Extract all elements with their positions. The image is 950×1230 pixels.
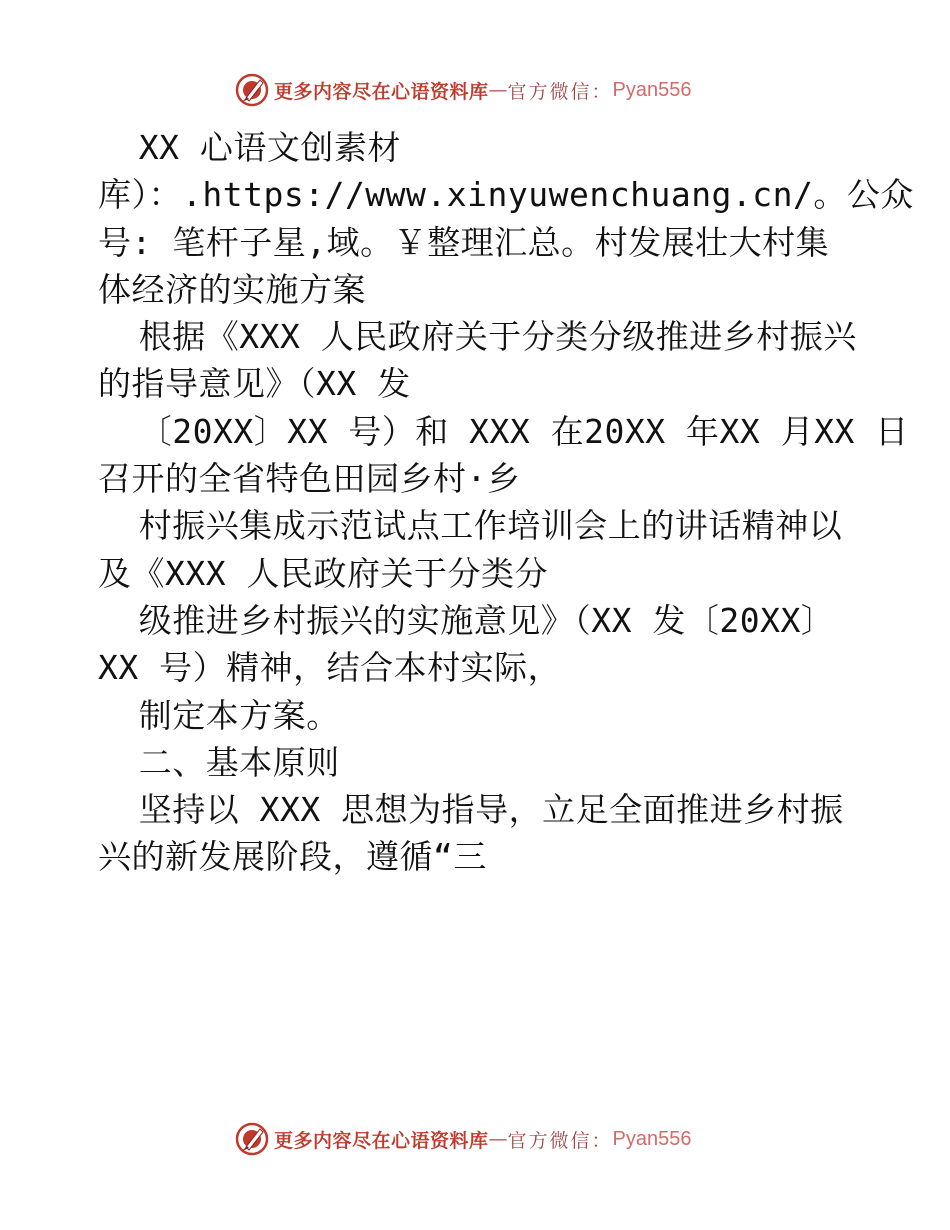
text-line: 〔20XX〕XX 号）和 XXX 在20XX 年XX 月XX 日 [98,411,909,451]
banner-wechat-label: 官方微信： [507,80,613,103]
text-line: XX 心语文创素材 [98,128,401,167]
header-watermark-banner [234,72,692,108]
banner-wechat-label: 官方微信： [507,1129,613,1152]
text-line: 根据《XXX 人民政府关于分类分级推进乡村振兴 [98,317,857,357]
text-line: 的指导意见》（XX 发 [98,364,411,404]
footer-watermark-banner [234,1121,692,1157]
banner-wechat-id: Pyan556 [612,1127,692,1150]
stamp-logo-icon [234,1121,270,1157]
text-line: 坚持以 XXX 思想为指导，立足全面推进乡村振 [98,790,844,830]
banner-separator: — [488,79,508,101]
text-line: 兴的新发展阶段，遵循“三 [98,837,487,877]
text-line: 号: 笔杆子星,域。￥整理汇总。村发展壮大村集 [98,222,830,262]
text-line: 村振兴集成示范试点工作培训会上的讲话精神以 [98,506,843,546]
banner-main-text: 更多内容尽在心语资料库 [274,1129,489,1152]
banner-wechat-id: Pyan556 [612,78,692,101]
document-body [98,124,914,881]
text-line: 级推进乡村振兴的实施意见》（XX 发〔20XX〕 [98,600,835,640]
text-line: 及《XXX 人民政府关于分类分 [98,553,548,593]
banner-main-text: 更多内容尽在心语资料库 [274,80,489,103]
banner-separator: — [488,1128,508,1150]
stamp-logo-icon [234,72,270,108]
text-line: 二、基本原则 [98,742,340,782]
text-line: XX 号）精神，结合本村实际， [98,648,562,688]
text-line: 库）：.https://www.xinyuwenchuang.cn/。公众 [98,175,914,215]
text-line: 制定本方案。 [98,695,340,735]
text-line: 召开的全省特色田园乡村·乡 [98,459,521,499]
text-line: 体经济的实施方案 [98,269,366,309]
